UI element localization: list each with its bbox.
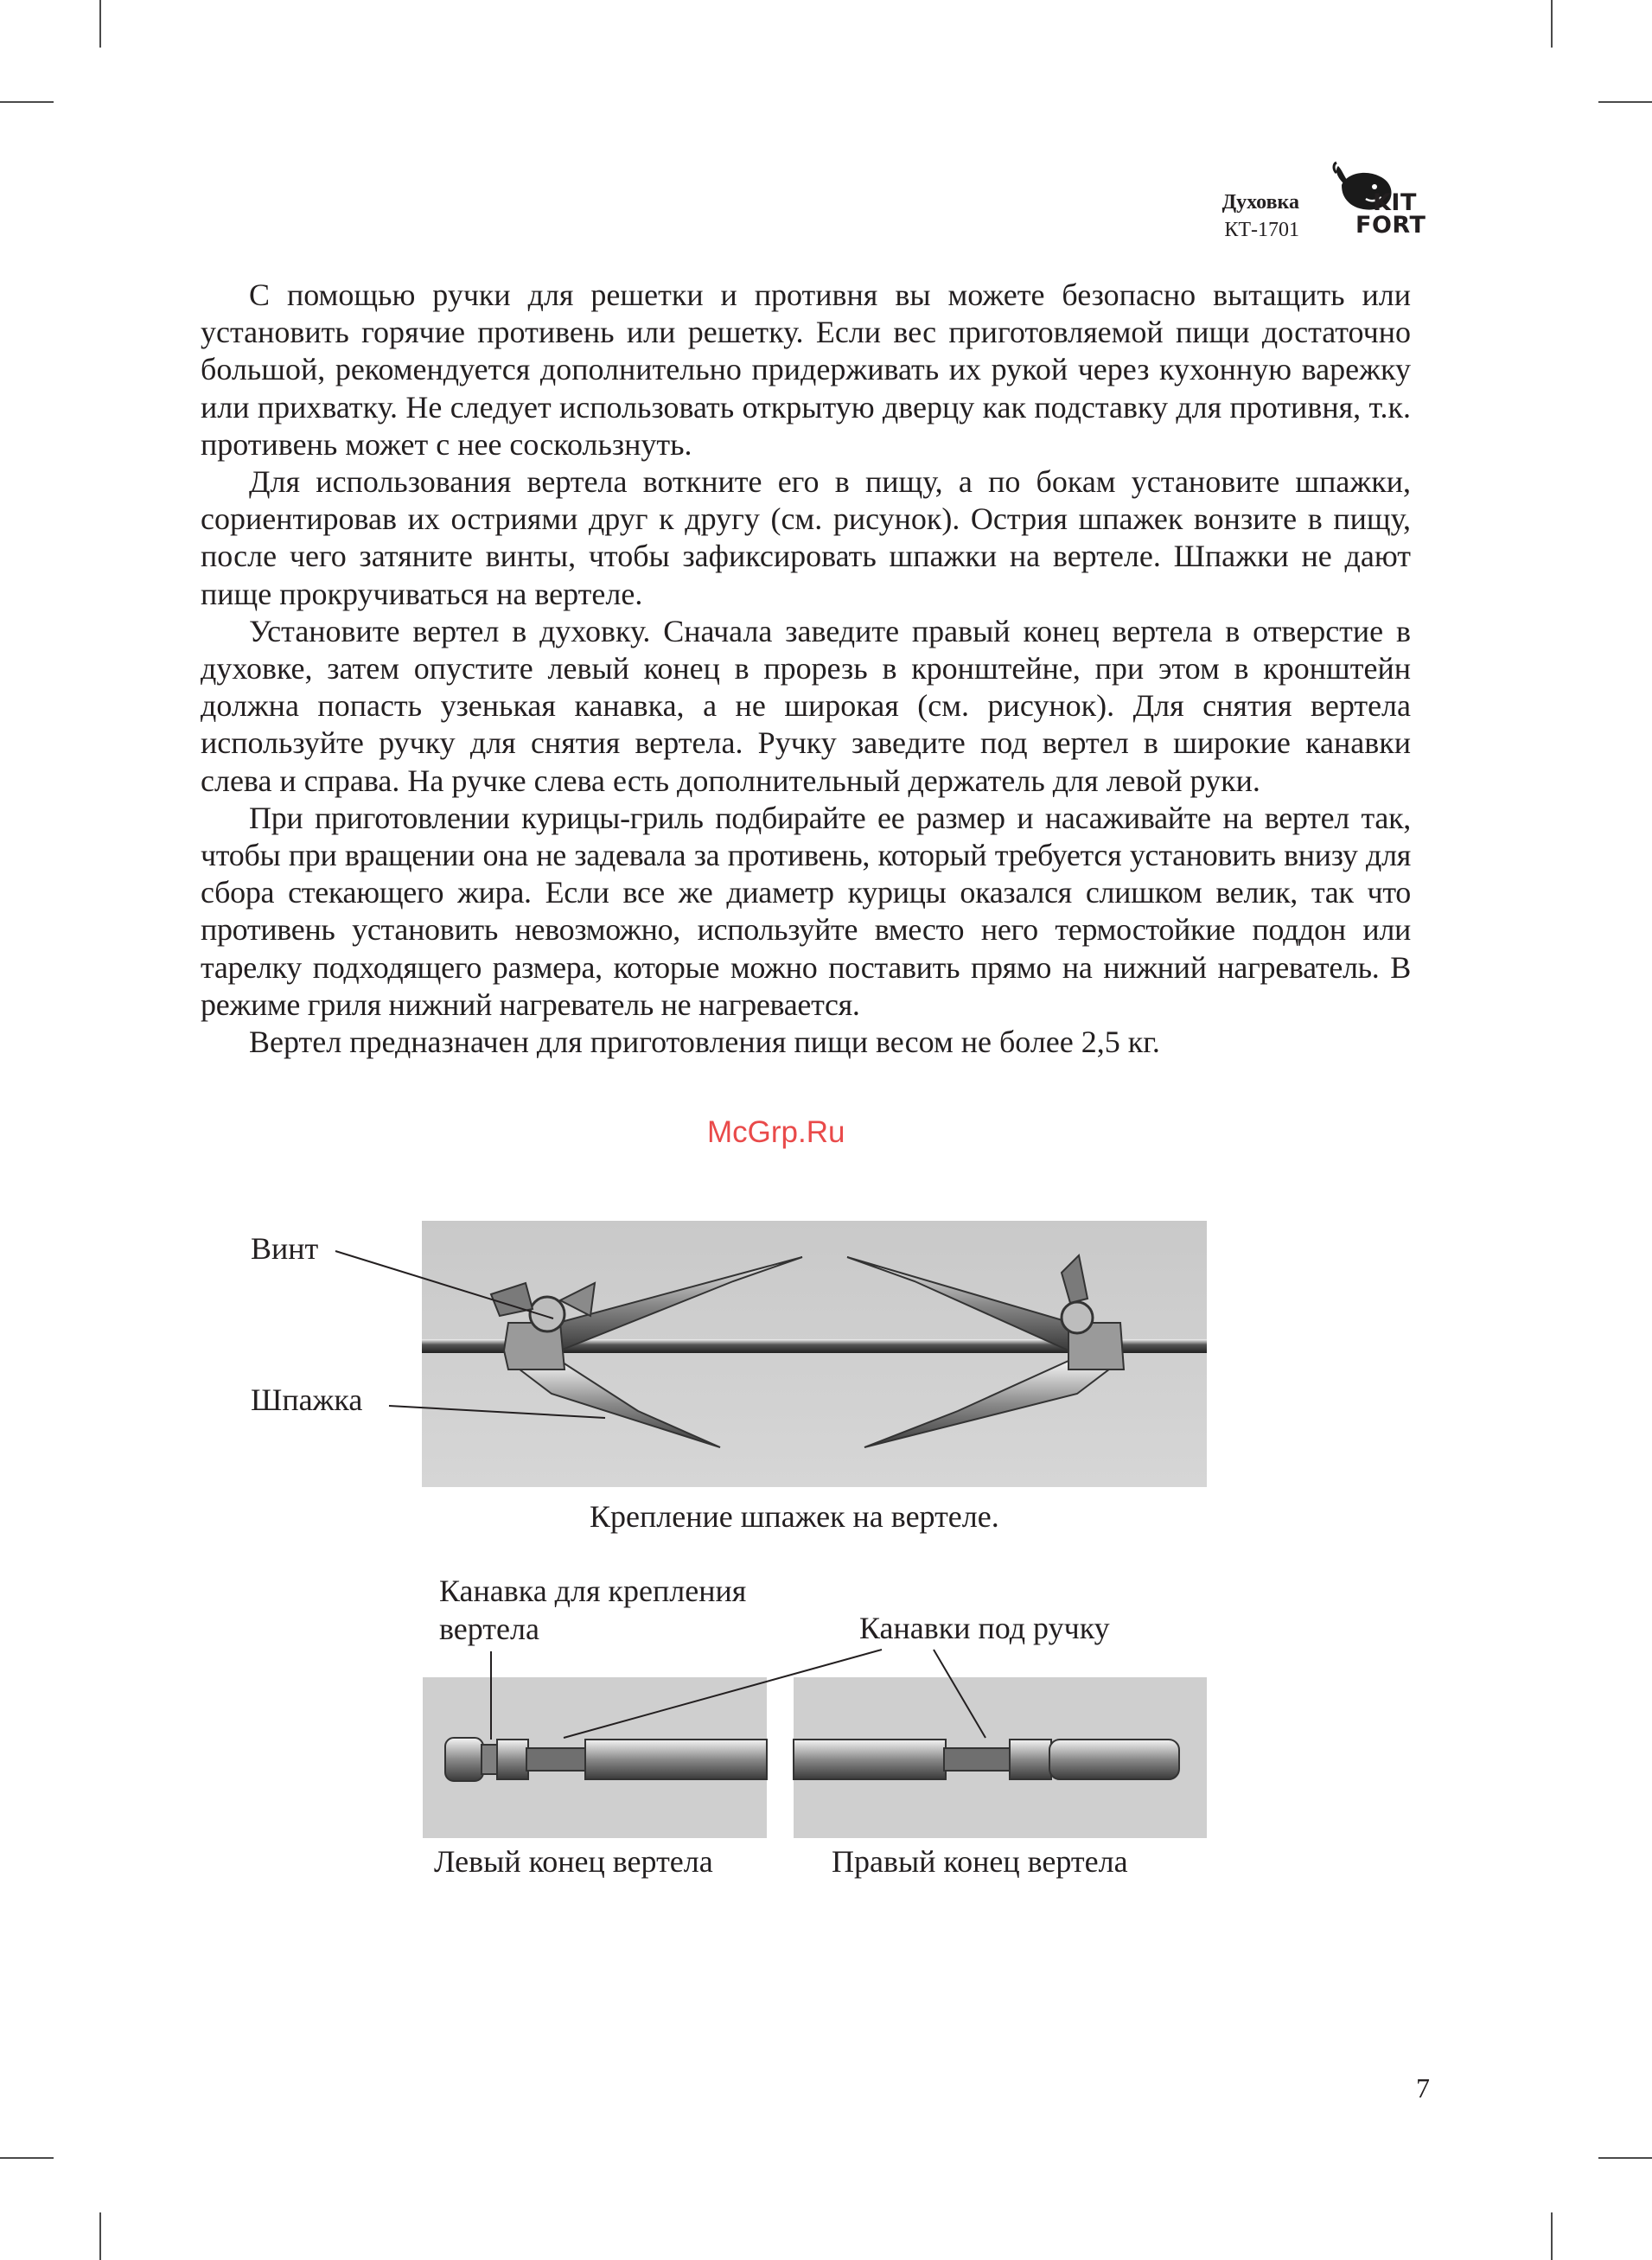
paragraph: При приготовлении курицы-гриль подбирайте ее размер и насаживайте на вертел так, чтобы при вращении она не задевала за противень, который требуется установить внизу для сбора стекающего жира. Если все же диаметр курицы оказался слишком велик, так что противень установить невозможно, используйте вместо него термостойкие поддон или тарелку подходящего размера, которые можно поставить прямо на нижний нагреватель. В режиме гриля нижний нагреватель не нагревается.: [201, 800, 1411, 1022]
label-grooves-handle: Канавки под ручку: [859, 1611, 1110, 1645]
figure1-caption: Крепление шпажек на вертеле.: [590, 1499, 999, 1534]
brand-line-1: KIT: [1373, 189, 1417, 216]
paragraph: Вертел предназначен для приготовления пищи весом не более 2,5 кг.: [249, 1025, 1160, 1060]
page-number: 7: [1416, 2072, 1430, 2104]
product-model: КТ-1701: [1224, 219, 1299, 241]
watermark: McGrp.Ru: [707, 1115, 845, 1149]
caption-left-end: Левый конец вертела: [434, 1844, 713, 1879]
paragraph: Установите вертел в духовку. Сначала заведите правый конец вертела в отверстие в духовке, затем опустите левый конец в прорезь в кронштейне, при этом в кронштейн должна попасть узенькая канавка, а не широкая (см. рисунок). Для снятия вертела используйте ручку для снятия вертела. Ручку заведите под вертел в широкие канавки слева и справа. На ручке слева есть дополнительный держатель для левой руки.: [201, 613, 1411, 798]
label-groove-mount: Канавка для крепления вертела: [439, 1574, 747, 1646]
label-skewer: Шпажка: [251, 1382, 363, 1417]
caption-right-end: Правый конец вертела: [832, 1844, 1128, 1879]
paragraph: С помощью ручки для решетки и противня вы можете безопасно вытащить или установить горячие противень или решетку. Если вес приготовляемой пищи достаточно большой, рекомендуется дополнительно придерживать их рукой через кухонную варежку или прихватку. Не следует использовать открытую дверцу как подставку для противня, т.к. противень может с нее соскользнуть.: [201, 278, 1411, 462]
brand-line-2: FORT: [1355, 212, 1426, 239]
label-screw: Винт: [251, 1231, 319, 1266]
product-name: Духовка: [1221, 191, 1299, 214]
paragraph: Для использования вертела воткните его в пищу, а по бокам установите шпажки, сориентировав их остриями друг к другу (см. рисунок). Острия шпажек вонзите в пищу, после чего затяните винты, чтобы зафиксировать шпажки на вертеле. Шпажки не дают пище прокручиваться на вертеле.: [201, 464, 1411, 611]
